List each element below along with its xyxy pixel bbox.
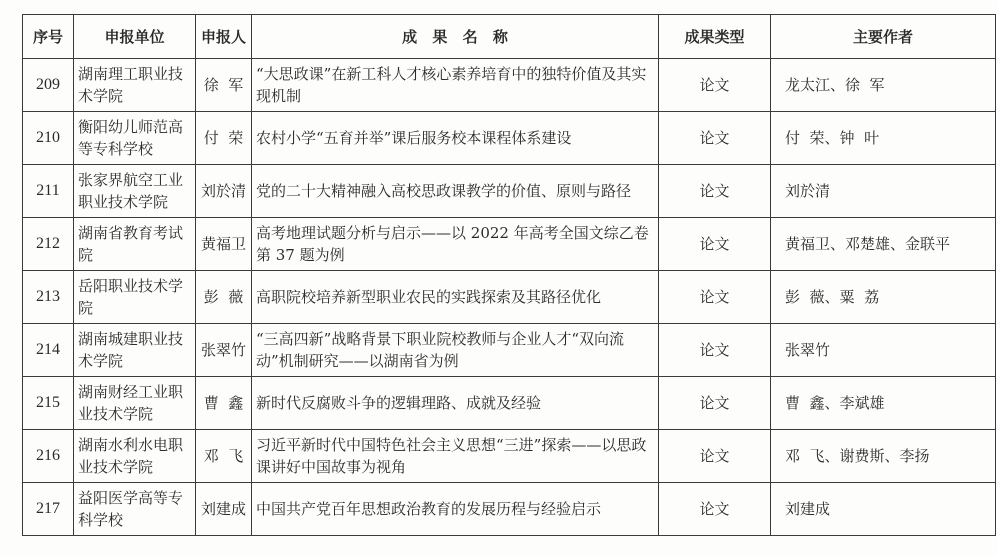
table-row — [23, 324, 996, 377]
cell-authors: 刘於清 — [771, 165, 996, 218]
cell-title: 习近平新时代中国特色社会主义思想“三进”探索——以思政课讲好中国故事为视角 — [252, 430, 659, 483]
cell-unit: 张家界航空工业职业技术学院 — [74, 165, 196, 218]
cell-title: “三高四新”战略背景下职业院校教师与企业人才“双向流动”机制研究——以湖南省为例 — [252, 324, 659, 377]
cell-title: 高职院校培养新型职业农民的实践探索及其路径优化 — [252, 271, 659, 324]
header-applicant: 申报人 — [196, 15, 252, 59]
header-row — [23, 15, 996, 59]
cell-title: 党的二十大精神融入高校思政课教学的价值、原则与路径 — [252, 165, 659, 218]
header-authors: 主要作者 — [771, 15, 996, 59]
cell-type: 论文 — [659, 112, 771, 165]
cell-authors: 张翠竹 — [771, 324, 996, 377]
cell-type: 论文 — [659, 324, 771, 377]
cell-applicant: 张翠竹 — [196, 324, 252, 377]
row-number: 213 — [23, 271, 74, 324]
cell-unit: 湖南省教育考试院 — [74, 218, 196, 271]
cell-unit: 岳阳职业技术学院 — [74, 271, 196, 324]
cell-type: 论文 — [659, 483, 771, 536]
cell-unit: 衡阳幼儿师范高等专科学校 — [74, 112, 196, 165]
cell-type: 论文 — [659, 271, 771, 324]
row-number: 217 — [23, 483, 74, 536]
cell-applicant: 黄福卫 — [196, 218, 252, 271]
header-unit: 申报单位 — [74, 15, 196, 59]
cell-title: “大思政课”在新工科人才核心素养培育中的独特价值及其实现机制 — [252, 59, 659, 112]
cell-applicant: 曹 鑫 — [196, 377, 252, 430]
row-number: 216 — [23, 430, 74, 483]
row-number: 212 — [23, 218, 74, 271]
cell-applicant: 邓 飞 — [196, 430, 252, 483]
header-no: 序号 — [23, 15, 74, 59]
cell-applicant: 付 荣 — [196, 112, 252, 165]
table-row — [23, 165, 996, 218]
cell-applicant: 刘於清 — [196, 165, 252, 218]
cell-unit: 湖南水利水电职业技术学院 — [74, 430, 196, 483]
cell-authors: 邓 飞、谢费斯、李扬 — [771, 430, 996, 483]
row-number: 211 — [23, 165, 74, 218]
cell-unit: 湖南城建职业技术学院 — [74, 324, 196, 377]
cell-type: 论文 — [659, 59, 771, 112]
table-row — [23, 218, 996, 271]
cell-title: 高考地理试题分析与启示——以 2022 年高考全国文综乙卷第 37 题为例 — [252, 218, 659, 271]
row-number: 209 — [23, 59, 74, 112]
cell-unit: 湖南财经工业职业技术学院 — [74, 377, 196, 430]
header-title: 成 果 名 称 — [252, 15, 659, 59]
table-row — [23, 271, 996, 324]
table-row — [23, 483, 996, 536]
cell-authors: 彭 薇、粟 荔 — [771, 271, 996, 324]
cell-type: 论文 — [659, 377, 771, 430]
cell-applicant: 徐 军 — [196, 59, 252, 112]
cell-title: 中国共产党百年思想政治教育的发展历程与经验启示 — [252, 483, 659, 536]
table-row — [23, 59, 996, 112]
row-number: 214 — [23, 324, 74, 377]
row-number: 215 — [23, 377, 74, 430]
row-number: 210 — [23, 112, 74, 165]
header-type: 成果类型 — [659, 15, 771, 59]
cell-applicant: 彭 薇 — [196, 271, 252, 324]
cell-unit: 湖南理工职业技术学院 — [74, 59, 196, 112]
cell-authors: 曹 鑫、李斌雄 — [771, 377, 996, 430]
cell-unit: 益阳医学高等专科学校 — [74, 483, 196, 536]
cell-authors: 刘建成 — [771, 483, 996, 536]
cell-type: 论文 — [659, 218, 771, 271]
table-row — [23, 112, 996, 165]
cell-title: 新时代反腐败斗争的逻辑理路、成就及经验 — [252, 377, 659, 430]
table-row — [23, 430, 996, 483]
cell-authors: 龙太江、徐 军 — [771, 59, 996, 112]
awards-table — [22, 14, 996, 536]
cell-authors: 付 荣、钟 叶 — [771, 112, 996, 165]
cell-authors: 黄福卫、邓楚雄、金联平 — [771, 218, 996, 271]
cell-type: 论文 — [659, 165, 771, 218]
cell-applicant: 刘建成 — [196, 483, 252, 536]
table-row — [23, 377, 996, 430]
cell-title: 农村小学“五育并举”课后服务校本课程体系建设 — [252, 112, 659, 165]
cell-type: 论文 — [659, 430, 771, 483]
